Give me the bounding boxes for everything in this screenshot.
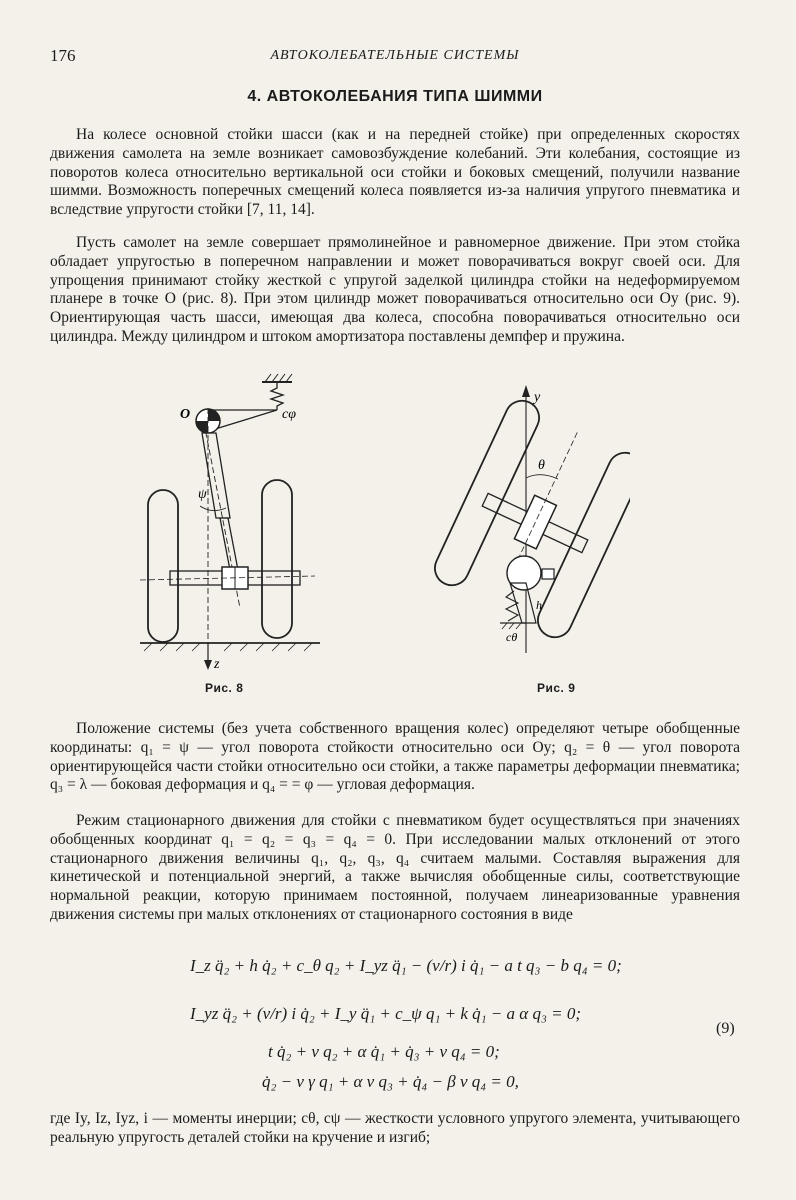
label-o: O (180, 407, 191, 422)
label-c-theta: cθ (506, 630, 518, 644)
paragraph-4: Режим стационарного движения для стойки с пневматиком будет осуществляться при значениях обобщенных координат q₁ = q₂ = q₃ = q₄ = 0. При исследовании малых отклонений от этого стационарного движения величины q₁, q₂, q₃, q₄ считаем малыми. Составляя выражения для кинетической и потенциальной энергий, а также вычисляя обобщенные силы, соответствующие нормальной реакции, которую принимаем постоянной, получаем линеаризованные уравнения движения системы при малых отклонениях от стационарного состояния в виде (50, 812, 740, 923)
figure-8-caption: Рис. 8 (205, 681, 244, 695)
label-psi: ψ (198, 487, 207, 502)
paragraph-3: Положение системы (без учета собственного вращения колес) определяют четыре обобщенные координаты: q₁ = ψ — угол поворота стойкости относительно оси Oy; q₂ = θ — угол поворота ориентирующейся части стойки относительно оси стойки, а также параметры деформации пневматика; q₃ = λ — боковая деформация и q₄ = = φ — угловая деформация. (50, 720, 740, 794)
equation-3: t q̇₂ + v q₂ + α q̇₁ + q̇₃ + v q₄ = 0; (268, 1042, 500, 1061)
page-header (50, 46, 740, 68)
equation-4: q̇₂ − v γ q₁ + α v q₃ + q̇₄ − β v q₄ = 0, (262, 1072, 519, 1091)
paragraph-2: Пусть самолет на земле совершает прямолинейное и равномерное движение. При этом стойка обладает упругостью в поперечном направлении и может поворачиваться вокруг своей оси. Для упрощения принимают стойку жесткой с упругой заделкой цилиндра стойки на недеформируемом планере в точке O (рис. 8). При этом цилиндр может поворачиваться относительно оси Oy (рис. 9). Ориентирующая часть шасси, имеющая два колеса, способна поворачиваться относительно оси цилиндра. Между цилиндром и штоком амортизатора поставлены демпфер и пружина. (50, 234, 740, 345)
figure-9-caption: Рис. 9 (537, 681, 576, 695)
label-theta: θ (538, 458, 545, 473)
label-c-phi: cφ (282, 407, 296, 422)
equation-1: I_z q̈₂ + h q̇₂ + c_θ q₂ + I_yz q̈₁ − (v/r) i q̇₁ − a t q₃ − b q₄ = 0; (190, 956, 622, 975)
figure-8 (140, 368, 340, 673)
figure-9 (430, 383, 630, 668)
equation-2: I_yz q̈₂ + (v/r) i q̇₂ + I_y q̈₁ + c_ψ q₁ + k q̇₁ − a α q₃ = 0; (190, 1004, 581, 1023)
paragraph-1: На колесе основной стойки шасси (как и на передней стойке) при определенных скоростях движения самолета на земле возникает самовозбуждение колебаний. Эти колебания, состоящие из поворотов колеса относительно вертикальной оси стойки и боковых смещений, получили название шимми. Возможность поперечных смещений колеса появляется из-за наличия упругого пневматика и вследствие упругости стойки [7, 11, 14]. (50, 126, 740, 219)
label-y: y (534, 390, 541, 405)
label-h: h (536, 598, 542, 612)
running-title: АВТОКОЛЕБАТЕЛЬНЫЕ СИСТЕМЫ (270, 48, 520, 63)
paragraph-5: где Iy, Iz, Iyz, i — моменты инерции; cθ, cψ — жесткости условного упругого элемента, учитывающего реальную упругость деталей стойки на кручение и изгиб; (50, 1110, 740, 1146)
page-number: 176 (50, 46, 76, 65)
section-title: 4. АВТОКОЛЕБАНИЯ ТИПА ШИММИ (247, 88, 543, 105)
equation-number: (9) (716, 1020, 735, 1037)
label-z: z (214, 657, 220, 672)
